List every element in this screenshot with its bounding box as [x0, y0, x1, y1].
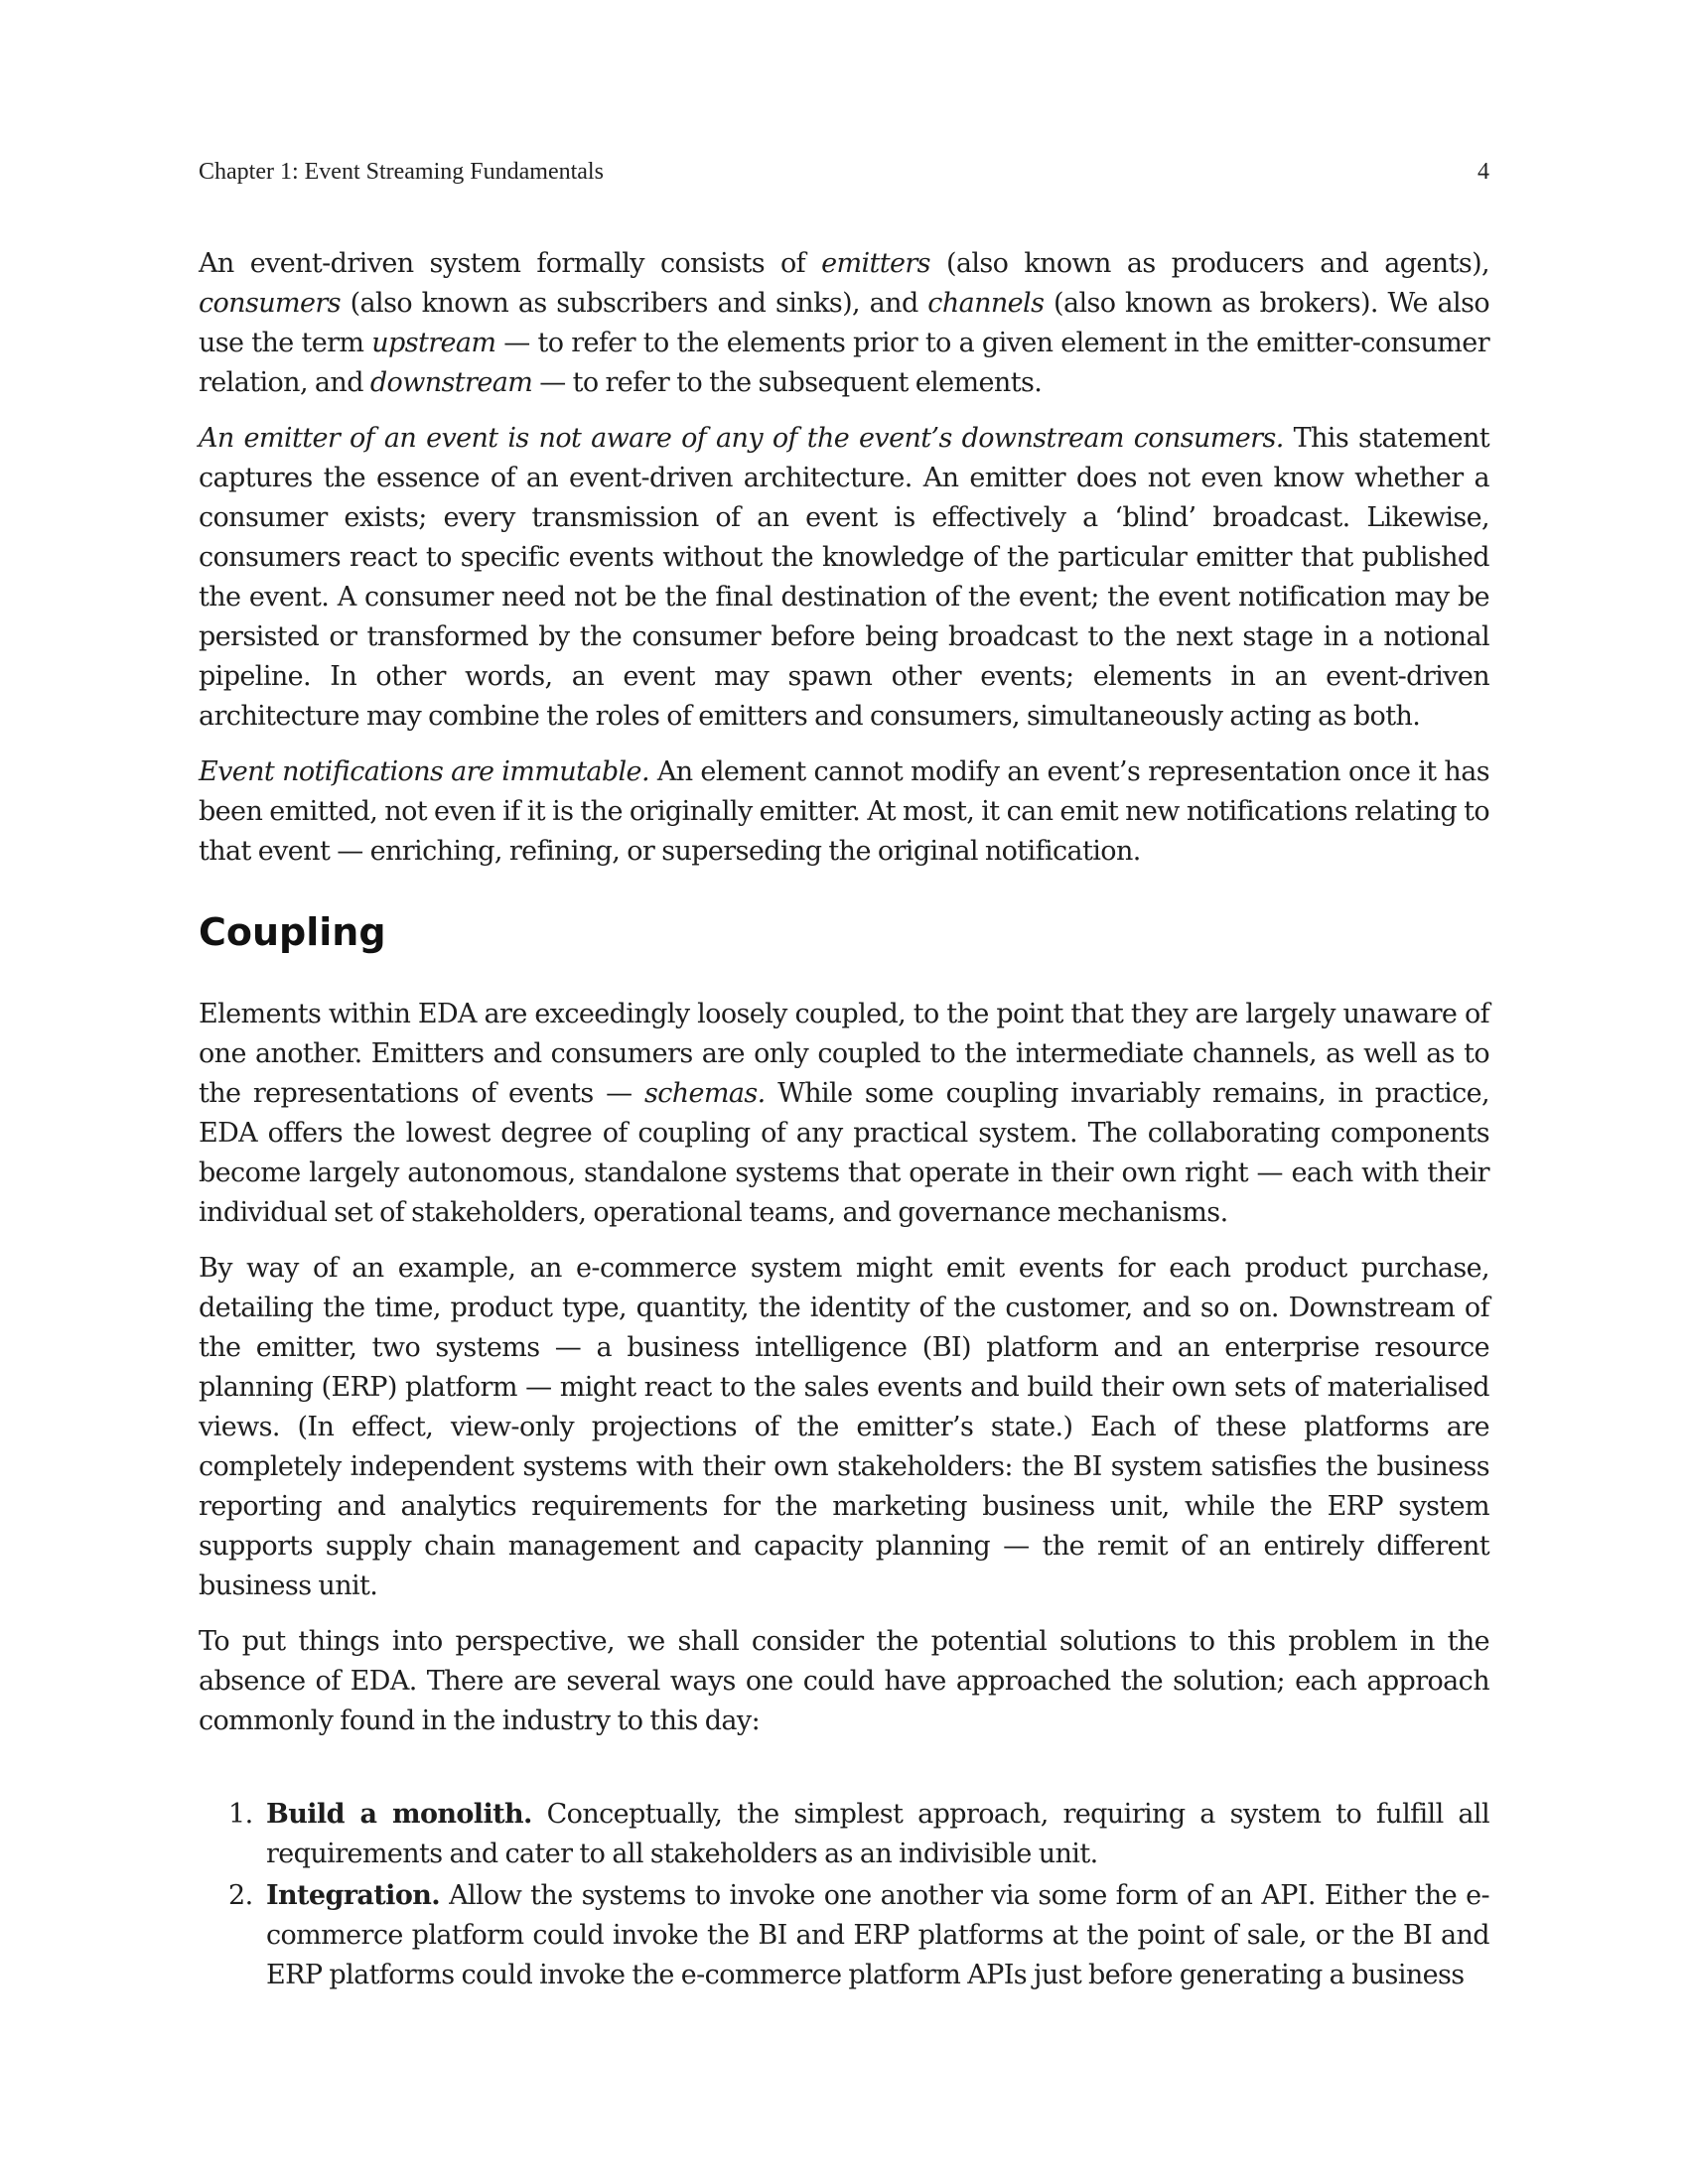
paragraph-example	[199, 1249, 1489, 1606]
section-heading: Coupling	[199, 910, 386, 954]
text-run: To put things into perspective, we shall consider the potential solutions to this problem in the absence of EDA. There are several ways one could have approached the solution; each approach commonly found in the industry to this day:	[199, 1626, 1489, 1736]
text-run: (also known as producers and agents),	[929, 248, 1489, 279]
list-item	[199, 1795, 1489, 1874]
emphasis-consumers: consumers	[199, 288, 341, 319]
text-run: Elements within EDA are exceedingly loosely coupled, to the point that they are largely unaware of one another. Emitters and consumers are only coupled to the intermediate channels, as well as to the representations of events —	[199, 999, 1489, 1109]
text-run: An element cannot modify an event’s representation once it has been emitted, not even if it is the originally emitter. At most, it can emit new notifications relating to that event — enriching, refining, or superseding the original notification.	[199, 756, 1489, 867]
emphasis-statement: Event notifications are immutable.	[199, 756, 649, 787]
emphasis-emitters: emitters	[821, 248, 930, 279]
page-number: 4	[1477, 159, 1489, 185]
paragraph-coupling	[199, 995, 1489, 1233]
emphasis-upstream: upstream	[371, 328, 496, 358]
emphasis-schemas: schemas.	[643, 1078, 766, 1109]
running-head	[199, 159, 1489, 189]
list-number: 2.	[228, 1880, 253, 1911]
document-page	[199, 0, 1489, 2184]
text-run: While some coupling invariably remains, in practice, EDA offers the lowest degree of coupling of any practical system. The collaborating components become largely autonomous, standalone systems that operate in their own right — each with their individual set of stakeholders, operational teams, and governance mechanisms.	[199, 1078, 1489, 1228]
chapter-title: Chapter 1: Event Streaming Fundamentals	[199, 159, 604, 185]
text-run: An event-driven system formally consists of	[199, 248, 822, 279]
list-term: Build a monolith.	[266, 1799, 532, 1830]
text-run: (also known as subscribers and sinks), and	[340, 288, 928, 319]
text-run: — to refer to the elements prior to a given element in the emitter-consumer relation, and	[199, 328, 1489, 398]
text-run: This statement captures the essence of an event-driven architecture. An emitter does not even know whether a consumer exists; every transmission of an event is effectively a ‘blind’ broadcast. Likewise, consumers react to specific events without the knowledge of the particular emitter that published the event. A consumer need not be the final destination of the event; the event notification may be persisted or transformed by the consumer before being broadcast to the next stage in a notional pipeline. In other words, an event may spawn other events; elements in an event-driven architecture may combine the roles of emitters and consumers, simultaneously acting as both.	[199, 423, 1489, 732]
emphasis-statement: An emitter of an event is not aware of any of the event’s downstream consumers.	[199, 423, 1284, 454]
list-text: Conceptually, the simplest approach, requiring a system to fulfill all requirements and cater to all stakeholders as an indivisible unit.	[266, 1799, 1489, 1869]
text-run: (also known as brokers). We also use the term	[199, 288, 1489, 358]
paragraph-perspective	[199, 1622, 1489, 1741]
emphasis-channels: channels	[927, 288, 1045, 319]
paragraph-definitions	[199, 244, 1489, 403]
text-run: By way of an example, an e-commerce system might emit events for each product purchase, detailing the time, product type, quantity, the identity of the customer, and so on. Downstream of the emitter, two systems — a business intelligence (BI) platform and an enterprise resource planning (ERP) platform — might react to the sales events and build their own sets of materialised views. (In effect, view-only projections of the emitter’s state.) Each of these platforms are completely independent systems with their own stakeholders: the BI system satisfies the business reporting and analytics requirements for the marketing business unit, while the ERP system supports supply chain management and capacity planning — the remit of an entirely different business unit.	[199, 1253, 1489, 1601]
list-number: 1.	[228, 1799, 253, 1830]
list-text: Allow the systems to invoke one another via some form of an API. Either the e-commerce platform could invoke the BI and ERP platforms at the point of sale, or the BI and ERP platforms could invoke the e-commerce platform APIs just before generating a business	[266, 1880, 1489, 1990]
paragraph-emitter-awareness	[199, 419, 1489, 737]
list-term: Integration.	[266, 1880, 441, 1911]
solutions-list	[199, 1795, 1489, 1995]
body-text	[199, 244, 1489, 1997]
paragraph-immutability	[199, 752, 1489, 872]
text-run: — to refer to the subsequent elements.	[532, 367, 1043, 398]
emphasis-downstream: downstream	[369, 367, 533, 398]
list-item	[199, 1876, 1489, 1995]
